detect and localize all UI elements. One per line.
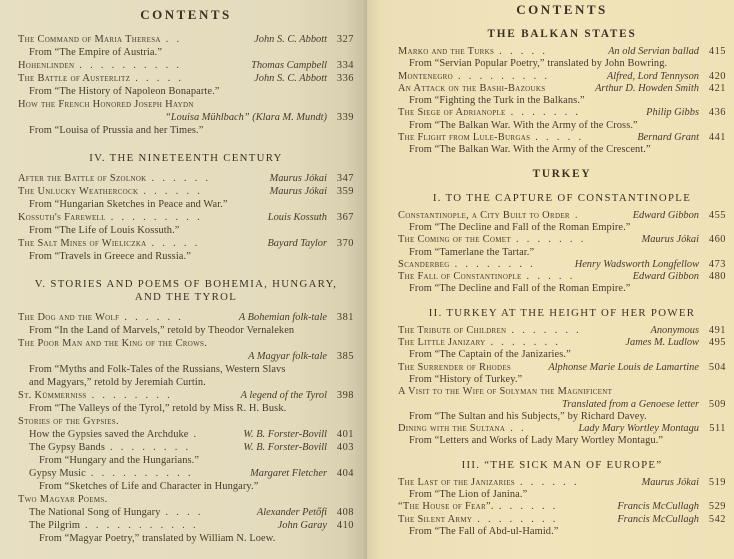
toc-entry xyxy=(18,72,354,85)
toc-entry xyxy=(398,423,726,435)
page-number: 415 xyxy=(708,46,726,57)
source-note-text: From “Hungary and the Hungarians.” xyxy=(39,455,200,466)
page-number: 460 xyxy=(708,234,726,246)
leader-dots: . . xyxy=(165,34,181,45)
page-number: 495 xyxy=(708,337,726,349)
leader-dots: . . . . . . xyxy=(143,186,201,197)
right-page xyxy=(367,0,734,559)
leader-dots: . . . . . xyxy=(135,73,182,84)
toc-source-note xyxy=(398,58,726,70)
page-number: 408 xyxy=(336,507,354,518)
entry-author: Arthur D. Howden Smith xyxy=(595,82,699,94)
toc-entry xyxy=(18,237,354,250)
entry-title: The Pilgrim xyxy=(29,520,81,531)
page-number: 347 xyxy=(336,173,354,184)
page-number: 509 xyxy=(708,398,726,410)
leader-dots: . . . . . . . . xyxy=(91,390,171,401)
page-number: 404 xyxy=(336,468,354,479)
leader-dots: . . . . . . . . xyxy=(454,258,534,270)
entry-author: Philip Gibbs xyxy=(646,107,699,119)
section-heading-line: AND THE TYROL xyxy=(134,291,238,303)
entry-author: Edward Gibbon xyxy=(632,209,699,221)
page-number: 334 xyxy=(336,60,354,71)
toc-source-note xyxy=(18,324,354,337)
toc-subentry xyxy=(18,519,354,532)
entry-title: The Salt Mines of Wieliczka xyxy=(18,238,147,249)
toc-source-note xyxy=(18,363,354,376)
toc-entry xyxy=(18,389,354,402)
leader-dots: . . . . . . . xyxy=(510,107,579,119)
entry-author: A legend of the Tyrol xyxy=(240,390,327,401)
entry-title: The Surrender of Rhodes xyxy=(398,361,512,373)
entry-title: Dining with the Sultana xyxy=(398,423,506,435)
page-number: 421 xyxy=(708,82,726,94)
entry-title: The Poor Man and the King of the Crows. xyxy=(18,338,208,349)
source-note-text: From “Tamerlane the Tartar.” xyxy=(409,246,535,258)
section-heading-line: THE BALKAN STATES xyxy=(487,28,637,40)
toc-source-note xyxy=(398,489,726,501)
toc-entry xyxy=(18,337,354,350)
entry-title: The Flight from Lule-Burgas xyxy=(398,132,531,144)
toc-source-note xyxy=(18,250,354,263)
page-number: 385 xyxy=(336,351,354,362)
page-number: 401 xyxy=(336,429,354,440)
entry-author: A Magyar folk-tale xyxy=(248,351,327,362)
toc-entry xyxy=(398,259,726,271)
entry-title: St. Kümmerniss xyxy=(18,390,87,401)
source-note-text: From “The Life of Louis Kossuth.” xyxy=(29,225,180,236)
entry-author: Francis McCullagh xyxy=(617,513,699,525)
leader-dots: . . . . . . . xyxy=(515,234,585,246)
section-heading-line: IV. THE NINETEENTH CENTURY xyxy=(89,152,283,164)
leader-dots: . . . . xyxy=(165,507,202,518)
page-number: 410 xyxy=(336,520,354,531)
leader-dots: . . . . . . . . xyxy=(109,442,190,453)
source-note-text: From “Servian Popular Poetry,” translated by John Bowring. xyxy=(409,58,668,70)
leader-dots: . . . . . . xyxy=(519,476,578,488)
entry-title: An Attack on the Bashi-Bazouks xyxy=(398,82,546,94)
source-note-text: From “The Decline and Fall of the Roman Empire.” xyxy=(409,283,631,295)
toc-entry xyxy=(18,98,354,111)
leader-dots: . xyxy=(574,209,579,221)
toc-source-note xyxy=(18,532,354,545)
entry-title: The Battle of Austerlitz xyxy=(18,73,131,84)
leader-dots: . . . . . . . . . . . xyxy=(85,520,197,531)
page-number: 367 xyxy=(336,212,354,223)
entry-title: The Fall of Constantinople xyxy=(398,271,522,283)
source-note-text: From “The Sultan and his Subjects,” by Richard Davey. xyxy=(409,410,647,422)
source-note-text: From “Letters and Works of Lady Mary Wortley Montagu.” xyxy=(409,435,664,447)
source-note-text: From “History of Turkey.” xyxy=(409,373,523,385)
entry-author: Alfred, Lord Tennyson xyxy=(606,70,699,82)
leader-dots: . . . . . xyxy=(499,46,546,57)
entry-title: The Silent Army xyxy=(398,513,473,525)
entry-author: John S. C. Abbott xyxy=(254,73,327,84)
toc-source-note xyxy=(398,222,726,234)
leader-dots: . . . . . . . xyxy=(511,324,580,336)
entry-author: Translated from a Genoese letter xyxy=(562,398,699,410)
source-note-text: From “In the Land of Marvels,” retold by Theodor Vernaleken xyxy=(29,325,295,336)
page-number: 359 xyxy=(336,186,354,197)
toc-source-note xyxy=(398,95,726,107)
toc-subentry xyxy=(18,467,354,480)
page-number: 370 xyxy=(336,238,354,249)
page-number: 436 xyxy=(708,107,726,119)
page-number: 519 xyxy=(708,476,726,488)
toc-entry xyxy=(18,415,354,428)
toc-entry xyxy=(18,211,354,224)
toc-subentry xyxy=(18,428,354,441)
toc-source-note xyxy=(18,376,354,389)
entry-author: James M. Ludlow xyxy=(625,337,699,349)
toc-entry xyxy=(398,386,726,398)
source-note-text: From “The Empire of Austria.” xyxy=(29,47,163,58)
source-note-text: From “Magyar Poetry,” translated by William N. Loew. xyxy=(39,533,276,544)
leader-dots: . xyxy=(193,429,198,440)
toc-entry xyxy=(398,325,726,337)
section-heading xyxy=(18,152,354,165)
section-heading xyxy=(398,459,726,472)
page-number: 420 xyxy=(708,70,726,82)
page-number: 455 xyxy=(708,209,726,221)
page-number: 542 xyxy=(708,513,726,525)
toc-source-note xyxy=(18,454,354,467)
toc-entry xyxy=(18,311,354,324)
entry-author: A Bohemian folk-tale xyxy=(238,312,327,323)
source-note-text: and Magyars,” retold by Jeremiah Curtin. xyxy=(29,377,206,388)
toc-author-line xyxy=(18,350,354,363)
section-heading-line: I. TO THE CAPTURE OF CONSTANTINOPLE xyxy=(432,191,692,204)
entry-author: W. B. Forster-Bovill xyxy=(243,429,327,440)
entry-title: The Coming of the Comet xyxy=(398,234,511,246)
leader-dots: . . . . . xyxy=(151,238,199,249)
section-heading xyxy=(398,168,726,181)
entry-author: Maurus Jókai xyxy=(269,186,327,197)
leader-dots: . . . . . xyxy=(535,132,583,144)
entry-author: Maurus Jókai xyxy=(269,173,327,184)
toc-source-note xyxy=(398,283,726,295)
entry-title: The Little Janizary xyxy=(398,337,486,349)
entry-author: Maurus Jókai xyxy=(641,234,699,246)
section-heading-line: III. “THE SICK MAN OF EUROPE” xyxy=(461,458,663,471)
entry-title: Gypsy Music xyxy=(29,468,86,479)
leader-dots: . . . . . . xyxy=(498,501,557,513)
toc-source-note xyxy=(18,224,354,237)
source-note-text: From “The Balkan War. With the Army of the Crescent.” xyxy=(409,144,651,156)
toc-entry xyxy=(18,59,354,72)
entry-title: The Siege of Adrianople xyxy=(398,107,506,119)
toc-entry xyxy=(398,107,726,119)
toc-entry xyxy=(398,210,726,222)
source-note-text: From “The Decline and Fall of the Roman Empire.” xyxy=(409,221,631,233)
entry-title: Two Magyar Poems. xyxy=(18,494,108,505)
source-note-text: From “The Fall of Abd-ul-Hamid.” xyxy=(409,525,559,537)
page-header: CONTENTS xyxy=(140,7,232,22)
entry-author: Thomas Campbell xyxy=(251,60,327,71)
toc-entry xyxy=(398,132,726,144)
page-number: 529 xyxy=(708,501,726,513)
page-number: 398 xyxy=(336,390,354,401)
section-heading xyxy=(18,278,354,304)
entry-title: The Gypsy Bands xyxy=(29,442,105,453)
entry-author: An old Servian ballad xyxy=(608,46,699,57)
entry-title: The Unlucky Weathercock xyxy=(18,186,139,197)
toc-source-note xyxy=(398,144,726,156)
source-note-text: From “Myths and Folk-Tales of the Russians, Western Slavs xyxy=(29,364,286,375)
entry-author: Bernard Grant xyxy=(637,132,699,144)
page-number: 473 xyxy=(708,258,726,270)
entry-title: Scanderbeg xyxy=(398,258,450,270)
page-header: CONTENTS xyxy=(516,2,608,17)
entry-author: Maurus Jókai xyxy=(641,476,699,488)
entry-title: The Dog and the Wolf xyxy=(18,312,120,323)
entry-author: Anonymous xyxy=(650,324,699,336)
entry-title: The Command of Maria Theresa xyxy=(18,34,161,45)
leader-dots: . . . . . . . . xyxy=(477,513,557,525)
entry-title: Marko and the Turks xyxy=(398,46,495,57)
page-number: 441 xyxy=(708,132,726,144)
leader-dots: . . . . . xyxy=(526,271,574,283)
section-heading-line: TURKEY xyxy=(532,167,592,180)
page-number: 480 xyxy=(708,271,726,283)
section-heading xyxy=(398,192,726,205)
source-note-text: From “The Captain of the Janizaries.” xyxy=(409,349,571,361)
toc-subentry xyxy=(18,441,354,454)
entry-title: After the Battle of Szolnok xyxy=(18,173,147,184)
toc-source-note xyxy=(18,124,354,137)
section-heading-line: II. TURKEY AT THE HEIGHT OF HER POWER xyxy=(428,306,696,319)
entry-title: Constantinople, a City Built to Order xyxy=(398,209,570,221)
entry-author: John Garay xyxy=(277,520,327,531)
toc-entry xyxy=(398,362,726,374)
leader-dots: . . . . . . . . . xyxy=(110,212,201,223)
toc-source-note xyxy=(398,120,726,132)
toc-entry xyxy=(398,514,726,526)
toc-entry xyxy=(398,46,726,58)
toc-source-note xyxy=(18,85,354,98)
leader-dots: . . . . . . . xyxy=(490,337,559,349)
toc-entry xyxy=(398,501,726,513)
entry-author: “Louisa Mühlbach” (Klara M. Mundt) xyxy=(165,112,327,123)
entry-author: John S. C. Abbott xyxy=(254,34,327,45)
page-number: 381 xyxy=(336,312,354,323)
page-number: 339 xyxy=(336,112,354,123)
toc-source-note xyxy=(18,46,354,59)
toc-source-note xyxy=(398,247,726,259)
entry-author: W. B. Forster-Bovill xyxy=(243,442,327,453)
page-number: 336 xyxy=(336,73,354,84)
toc-source-note xyxy=(18,402,354,415)
entry-title: A Visit to the Wife of Solyman the Magnificent xyxy=(398,386,613,398)
toc-author-line xyxy=(18,111,354,124)
toc-source-note xyxy=(398,374,726,386)
entry-title: How the Gypsies saved the Archduke xyxy=(29,429,189,440)
entry-title: Montenegro xyxy=(398,70,454,82)
leader-dots: . . . . . . . . . xyxy=(458,70,548,82)
toc-source-note xyxy=(18,198,354,211)
toc-entry xyxy=(398,271,726,283)
page-number: 403 xyxy=(336,442,354,453)
toc-entry xyxy=(398,234,726,246)
toc-source-note xyxy=(398,349,726,361)
page-number: 491 xyxy=(708,324,726,336)
source-note-text: From “Louisa of Prussia and her Times.” xyxy=(29,125,204,136)
leader-dots: . . . . . . xyxy=(151,173,210,184)
entry-author: Bayard Taylor xyxy=(267,238,327,249)
entry-title: “The House of Fear”. xyxy=(398,501,494,513)
leader-dots: . . . . . . . . . . xyxy=(79,60,181,71)
page-number: 504 xyxy=(708,361,726,373)
entry-author: Henry Wadsworth Longfellow xyxy=(574,258,699,270)
toc-entry xyxy=(18,172,354,185)
entry-author: Francis McCullagh xyxy=(617,501,699,513)
toc-entry xyxy=(398,337,726,349)
toc-entry xyxy=(18,493,354,506)
entry-title: The Tribute of Children xyxy=(398,324,507,336)
entry-author: Edward Gibbon xyxy=(632,271,699,283)
source-note-text: From “Hungarian Sketches in Peace and War.” xyxy=(29,199,228,210)
entry-author: Lady Mary Wortley Montagu xyxy=(578,423,699,435)
page-number: 511 xyxy=(709,423,726,435)
entry-title: Kossuth's Farewell xyxy=(18,212,106,223)
entry-title: The Last of the Janizaries xyxy=(398,476,515,488)
section-heading-line: V. STORIES AND POEMS OF BOHEMIA, HUNGARY, xyxy=(34,278,338,290)
entry-title: Hohenlinden xyxy=(18,60,75,71)
source-note-text: From “The Balkan War. With the Army of the Cross.” xyxy=(409,119,638,131)
toc-right xyxy=(398,28,726,538)
source-note-text: From “The Lion of Janina.” xyxy=(409,489,528,501)
toc-entry xyxy=(398,477,726,489)
page-number: 327 xyxy=(336,34,354,45)
toc-source-note xyxy=(398,435,726,447)
entry-author: Alphonse Marie Louis de Lamartine xyxy=(548,361,699,373)
source-note-text: From “The History of Napoleon Bonaparte.” xyxy=(29,86,220,97)
source-note-text: From “The Valleys of the Tyrol,” retold by Miss R. H. Busk. xyxy=(29,403,287,414)
source-note-text: From “Fighting the Turk in the Balkans.” xyxy=(409,95,585,107)
source-note-text: From “Travels in Greece and Russia.” xyxy=(29,251,191,262)
toc-entry xyxy=(398,71,726,83)
entry-author: Alexander Petőfi xyxy=(256,507,327,518)
toc-entry xyxy=(18,33,354,46)
leader-dots: . . . . . . . . . . xyxy=(90,468,192,479)
toc-author-line xyxy=(398,399,726,411)
entry-title: Stories of the Gypsies. xyxy=(18,416,119,427)
entry-title: The National Song of Hungary xyxy=(29,507,161,518)
leader-dots: . . xyxy=(510,423,525,435)
entry-title: How the French Honored Joseph Haydn xyxy=(18,99,194,110)
toc-source-note xyxy=(398,526,726,538)
toc-entry xyxy=(398,83,726,95)
section-heading xyxy=(398,28,726,41)
source-note-text: From “Sketches of Life and Character in Hungary.” xyxy=(39,481,259,492)
entry-author: Margaret Fletcher xyxy=(250,468,327,479)
entry-author: Louis Kossuth xyxy=(267,212,327,223)
leader-dots: . . . . . . xyxy=(124,312,182,323)
toc-entry xyxy=(18,185,354,198)
section-heading xyxy=(398,307,726,320)
toc-subentry xyxy=(18,506,354,519)
toc-source-note xyxy=(398,411,726,423)
toc-source-note xyxy=(18,480,354,493)
toc-left xyxy=(18,33,354,545)
